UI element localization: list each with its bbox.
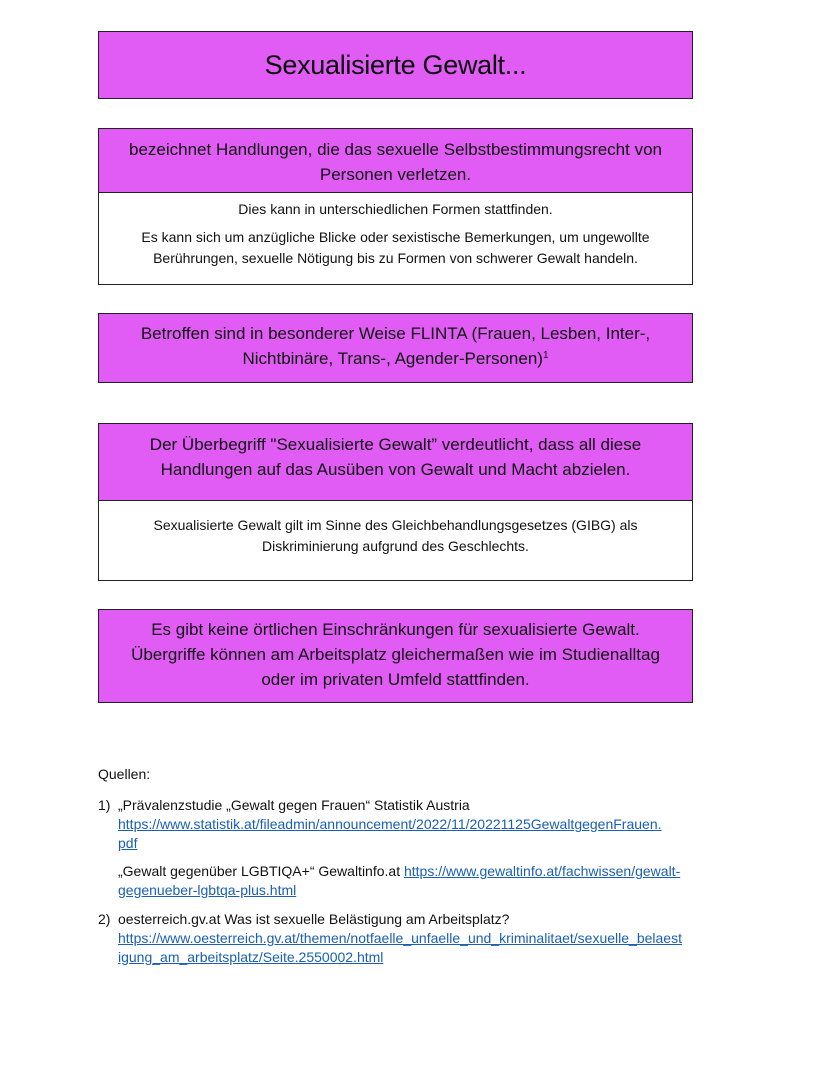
umbrella-term-body: Sexualisierte Gewalt gilt im Sinne des Gleichbehandlungsgesetzes (GIBG) als Diskriminierung aufgrund des Geschlechts.: [98, 500, 693, 581]
source-link[interactable]: https://www.gewaltinfo.at/fachwissen/gewalt-: [403, 863, 681, 879]
definition-body-line2: Es kann sich um anzügliche Blicke oder sexistische Bemerkungen, um ungewollte Berührungen, sexuelle Nötigung bis zu Formen von schwerer Gewalt handeln.: [141, 229, 650, 266]
source-text: „Gewalt gegenüber LGBTIQA+“ Gewaltinfo.at: [118, 863, 401, 879]
source-number: 2): [98, 911, 111, 927]
source-text: „Prävalenzstudie „Gewalt gegen Frauen“ Statistik Austria: [118, 797, 470, 813]
source-item-1: [98, 796, 738, 853]
source-number: 1): [98, 797, 111, 813]
source-item-2: [98, 910, 738, 967]
source-text: oesterreich.gv.at Was ist sexuelle Belästigung am Arbeitsplatz?: [118, 911, 510, 927]
footnote-ref: 1: [542, 350, 549, 361]
affected-header: [98, 313, 693, 383]
source-link[interactable]: https://www.oesterreich.gv.at/themen/notfaelle_unfaelle_und_kriminalitaet/sexuelle_belaest: [118, 930, 682, 946]
location-header: Es gibt keine örtlichen Einschränkungen für sexualisierte Gewalt. Übergriffe können am Arbeitsplatz gleichermaßen wie im Studienalltag oder im privaten Umfeld stattfinden.: [98, 609, 693, 703]
definition-body: [98, 192, 693, 285]
umbrella-term-header: Der Überbegriff "Sexualisierte Gewalt” verdeutlicht, dass all diese Handlungen auf das Ausüben von Gewalt und Macht abzielen.: [98, 423, 693, 501]
source-link-cont[interactable]: gegenueber-lgbtqa-plus.html: [118, 882, 297, 898]
source-link[interactable]: https://www.statistik.at/fileadmin/announcement/2022/11/20221125GewaltgegenFrauen.: [118, 816, 662, 832]
source-link-cont[interactable]: pdf: [118, 835, 138, 851]
source-item-1b: [98, 862, 738, 900]
definition-body-line1: Dies kann in unterschiedlichen Formen stattfinden.: [238, 201, 553, 217]
page-title: Sexualisierte Gewalt...: [98, 31, 693, 99]
sources-label: Quellen:: [98, 766, 151, 782]
affected-text: Betroffen sind in besonderer Weise FLINTA (Frauen, Lesben, Inter-, Nichtbinäre, Trans-, Agender-Personen): [140, 324, 651, 368]
source-link-cont[interactable]: igung_am_arbeitsplatz/Seite.2550002.html: [118, 949, 384, 965]
definition-header: bezeichnet Handlungen, die das sexuelle Selbstbestimmungsrecht von Personen verletzen.: [98, 128, 693, 193]
